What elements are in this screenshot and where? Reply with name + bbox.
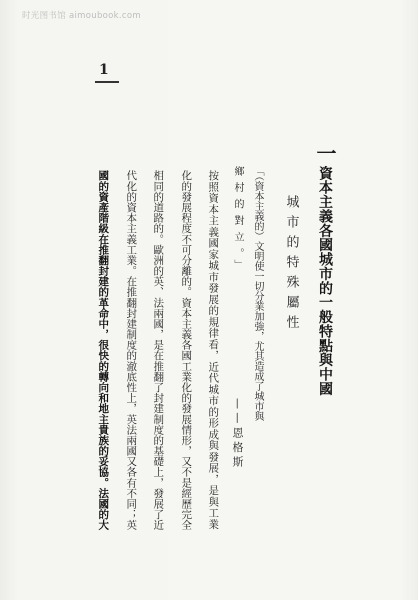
page-number: 1: [99, 62, 109, 78]
epigraph-attribution: ——恩格斯: [231, 398, 244, 470]
body-column: 相同的道路的。歐洲的英、法兩國，是在推翻了封建制度的基礎上，發展了近: [152, 170, 165, 530]
section-title: 資本主義各國城市的一般特點與中國: [317, 166, 333, 396]
section-number: 一: [313, 143, 337, 163]
body-column: 代化的資本主義工業。在推翻封建制度的澈底性上，英法兩國又各有不同；英: [125, 170, 138, 530]
body-column: 按照資本主義國家城市發展的規律看，近代城市的形成與發展，是與工業: [207, 170, 220, 530]
body-column: 國的資產階級在推翻封建的革命中，很快的轉向和地主貴族的妥協。法國的大: [97, 170, 110, 530]
watermark: 时光图书馆 aimoubook.com: [22, 11, 141, 21]
page-number-rule: [95, 81, 119, 83]
epigraph-line: 鄉村的對立。」: [232, 166, 243, 276]
epigraph-line: 「（資本主義的）文明使一切分業加強，尤其造成了城市與: [252, 166, 263, 421]
section-subtitle: 城市的特殊屬性: [283, 195, 299, 335]
body-column: 化的發展程度不可分離的。資本主義各國工業化的發展情形，又不是經歷完全: [180, 170, 193, 530]
